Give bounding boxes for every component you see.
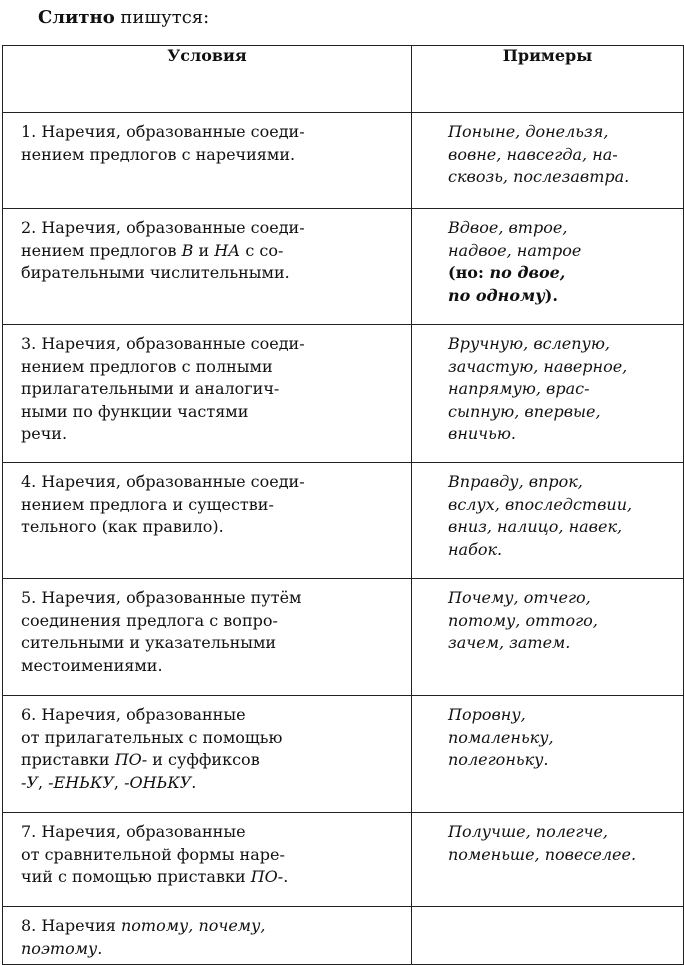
example-line: вниз, налицо, навек, — [448, 517, 623, 536]
condition-line: поэтому. — [21, 938, 103, 958]
example-line: зачастую, наверное, — [448, 356, 628, 376]
condition-line: сительными и указательными — [21, 633, 277, 652]
condition-line: нением предлогов с наречиями. — [21, 144, 296, 164]
condition-line: местоимениями. — [21, 655, 163, 675]
condition-line: приставки ПО- и суффиксов — [21, 750, 260, 769]
example-line: Вдвое, втрое, — [448, 218, 568, 237]
example-line: вслух, впоследствии, — [448, 494, 633, 514]
example-line: поменьше, повеселее. — [448, 844, 637, 864]
condition-line: -У, -ЕНЬКУ, -ОНЬКУ. — [21, 772, 197, 792]
condition-cell — [3, 907, 412, 965]
header-examples: Примеры — [412, 46, 684, 113]
table-row — [3, 813, 684, 907]
example-line: потому, оттого, — [448, 610, 598, 630]
examples-cell — [412, 113, 684, 209]
condition-line: нением предлогов с полными — [21, 356, 273, 376]
condition-line: 7. Наречия, образованные — [21, 822, 246, 841]
condition-line: тельного (как правило). — [21, 517, 224, 536]
condition-line: 3. Наречия, образованные соеди- — [21, 334, 305, 353]
condition-line: 2. Наречия, образованные соеди- — [21, 218, 305, 237]
examples-cell — [412, 463, 684, 579]
condition-line: 8. Наречия потому, почему, — [21, 916, 266, 935]
condition-line: бирательными числительными. — [21, 263, 290, 282]
table-row — [3, 463, 684, 579]
condition-line: речи. — [21, 424, 68, 443]
condition-cell — [3, 579, 412, 696]
example-exception-line: (но: по двое, — [448, 263, 566, 282]
condition-line: нением предлога и существи- — [21, 494, 274, 514]
example-line: надвое, натрое — [448, 240, 582, 260]
condition-line: от сравнительной формы наре- — [21, 844, 285, 864]
example-line: полегоньку. — [448, 750, 549, 769]
example-exception-line: по одному). — [448, 285, 558, 305]
example-line: вничью. — [448, 424, 516, 443]
example-line: Вправду, впрок, — [448, 472, 583, 491]
condition-cell — [3, 463, 412, 579]
example-line: Поровну, — [448, 705, 526, 724]
example-line: набок. — [448, 539, 503, 559]
condition-line: 6. Наречия, образованные — [21, 705, 246, 724]
table-row — [3, 907, 684, 965]
condition-cell — [3, 113, 412, 209]
condition-line: 1. Наречия, образованные соеди- — [21, 122, 305, 141]
condition-line: чий с помощью приставки ПО-. — [21, 867, 289, 886]
example-line: Получше, полегче, — [448, 822, 608, 841]
condition-cell — [3, 325, 412, 463]
examples-cell — [412, 209, 684, 325]
example-line: зачем, затем. — [448, 633, 571, 652]
examples-cell — [412, 907, 684, 965]
condition-line: прилагательными и аналогич- — [21, 379, 280, 398]
header-conditions: Условия — [3, 46, 412, 113]
condition-line: 5. Наречия, образованные путём — [21, 588, 302, 607]
page-heading — [38, 6, 209, 30]
table-row — [3, 209, 684, 325]
example-line: сквозь, послезавтра. — [448, 167, 630, 186]
table-row — [3, 325, 684, 463]
examples-cell — [412, 579, 684, 696]
example-line: вовне, навсегда, на- — [448, 144, 618, 164]
table-row — [3, 113, 684, 209]
condition-cell — [3, 813, 412, 907]
heading-bold: Слитно — [38, 7, 115, 28]
example-line: Поныне, донельзя, — [448, 122, 609, 141]
condition-cell — [3, 209, 412, 325]
example-line: напрямую, врас- — [448, 379, 590, 398]
condition-line: нением предлогов В и НА с со- — [21, 240, 284, 260]
examples-cell — [412, 325, 684, 463]
example-line: помаленьку, — [448, 727, 554, 747]
table-row — [3, 696, 684, 813]
condition-line: 4. Наречия, образованные соеди- — [21, 472, 305, 491]
condition-line: от прилагательных с помощью — [21, 727, 283, 747]
example-line: Почему, отчего, — [448, 588, 591, 607]
example-line: сыпную, впервые, — [448, 401, 601, 421]
examples-cell — [412, 696, 684, 813]
condition-line: ными по функции частями — [21, 401, 249, 421]
condition-cell — [3, 696, 412, 813]
example-line: Вручную, вслепую, — [448, 334, 610, 353]
table-row — [3, 579, 684, 696]
heading-rest: пишутся: — [114, 7, 210, 28]
table-header-row — [3, 46, 684, 113]
condition-line: соединения предлога с вопро- — [21, 610, 278, 630]
spelling-rules-table — [2, 45, 684, 965]
examples-cell — [412, 813, 684, 907]
